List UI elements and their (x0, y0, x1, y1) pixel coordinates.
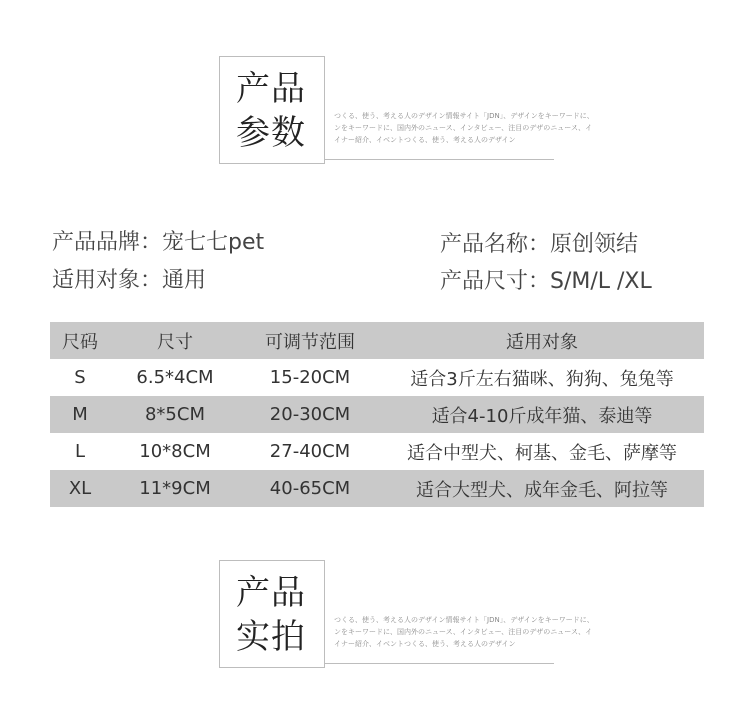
cell-suitable-for: 适合中型犬、柯基、金毛、萨摩等 (407, 442, 677, 464)
section-title (236, 67, 306, 155)
decorative-caption-line: ンをキーワードに、国内外のニュース、インタビュー、注目のデザのニュース、イ (334, 124, 593, 132)
cell-dimensions: 8*5CM (144, 404, 205, 425)
section-title-line2: 实拍 (236, 617, 306, 657)
table-row (50, 433, 704, 470)
header-suitable-for: 适用对象 (506, 331, 578, 353)
decorative-divider (325, 159, 554, 160)
decorative-caption-line: イナー紹介、イベントつくる、使う、考える人のデザイン (334, 136, 516, 144)
cell-size-code: XL (68, 478, 92, 499)
decorative-caption (334, 614, 634, 650)
spec-product-name: 产品名称：原创领结 (440, 232, 639, 257)
section-title-box (219, 560, 325, 668)
decorative-caption-line: つくる、使う、考える人のデザイン情報サイト「JDN」、デザインをキーワードに、 (334, 616, 594, 624)
cell-size-code: L (74, 441, 86, 462)
cell-dimensions: 10*8CM (139, 441, 211, 462)
header-dimensions: 尺寸 (157, 331, 193, 353)
decorative-caption-line: イナー紹介、イベントつくる、使う、考える人のデザイン (334, 640, 516, 648)
cell-adjustable-range: 20-30CM (269, 404, 351, 425)
table-header-row (50, 322, 704, 359)
header-adjustable-range: 可调节范围 (265, 331, 355, 353)
cell-adjustable-range: 15-20CM (269, 367, 351, 388)
spec-size: 产品尺寸：S/M/L /XL (440, 269, 652, 294)
section-title-line2: 参数 (236, 113, 306, 153)
decorative-caption-line: つくる、使う、考える人のデザイン情報サイト「JDN」、デザインをキーワードに、 (334, 112, 594, 120)
section-title-line1: 产品 (236, 69, 306, 109)
header-size-code: 尺码 (62, 331, 98, 353)
cell-adjustable-range: 27-40CM (269, 441, 351, 462)
cell-dimensions: 6.5*4CM (136, 367, 214, 388)
spec-target: 适用对象：通用 (52, 268, 207, 293)
section-header-photos (0, 560, 750, 680)
section-title-line1: 产品 (236, 573, 306, 613)
section-title-box (219, 56, 325, 164)
decorative-divider (325, 663, 554, 664)
table-row (50, 359, 704, 396)
decorative-caption (334, 110, 634, 146)
cell-size-code: S (74, 367, 86, 388)
table-row (50, 470, 704, 507)
size-table (50, 322, 704, 507)
cell-suitable-for: 适合4-10斤成年猫、泰迪等 (431, 405, 653, 427)
table-row (50, 396, 704, 433)
cell-adjustable-range: 40-65CM (269, 478, 351, 499)
decorative-caption-line: ンをキーワードに、国内外のニュース、インタビュー、注目のデザのニュース、イ (334, 628, 593, 636)
section-header-params (0, 56, 750, 176)
cell-size-code: M (72, 404, 88, 425)
cell-suitable-for: 适合3斤左右猫咪、狗狗、兔兔等 (410, 368, 674, 390)
spec-brand: 产品品牌：宠七七pet (52, 230, 265, 255)
cell-suitable-for: 适合大型犬、成年金毛、阿拉等 (416, 479, 668, 501)
cell-dimensions: 11*9CM (139, 478, 211, 499)
section-title (236, 571, 306, 659)
